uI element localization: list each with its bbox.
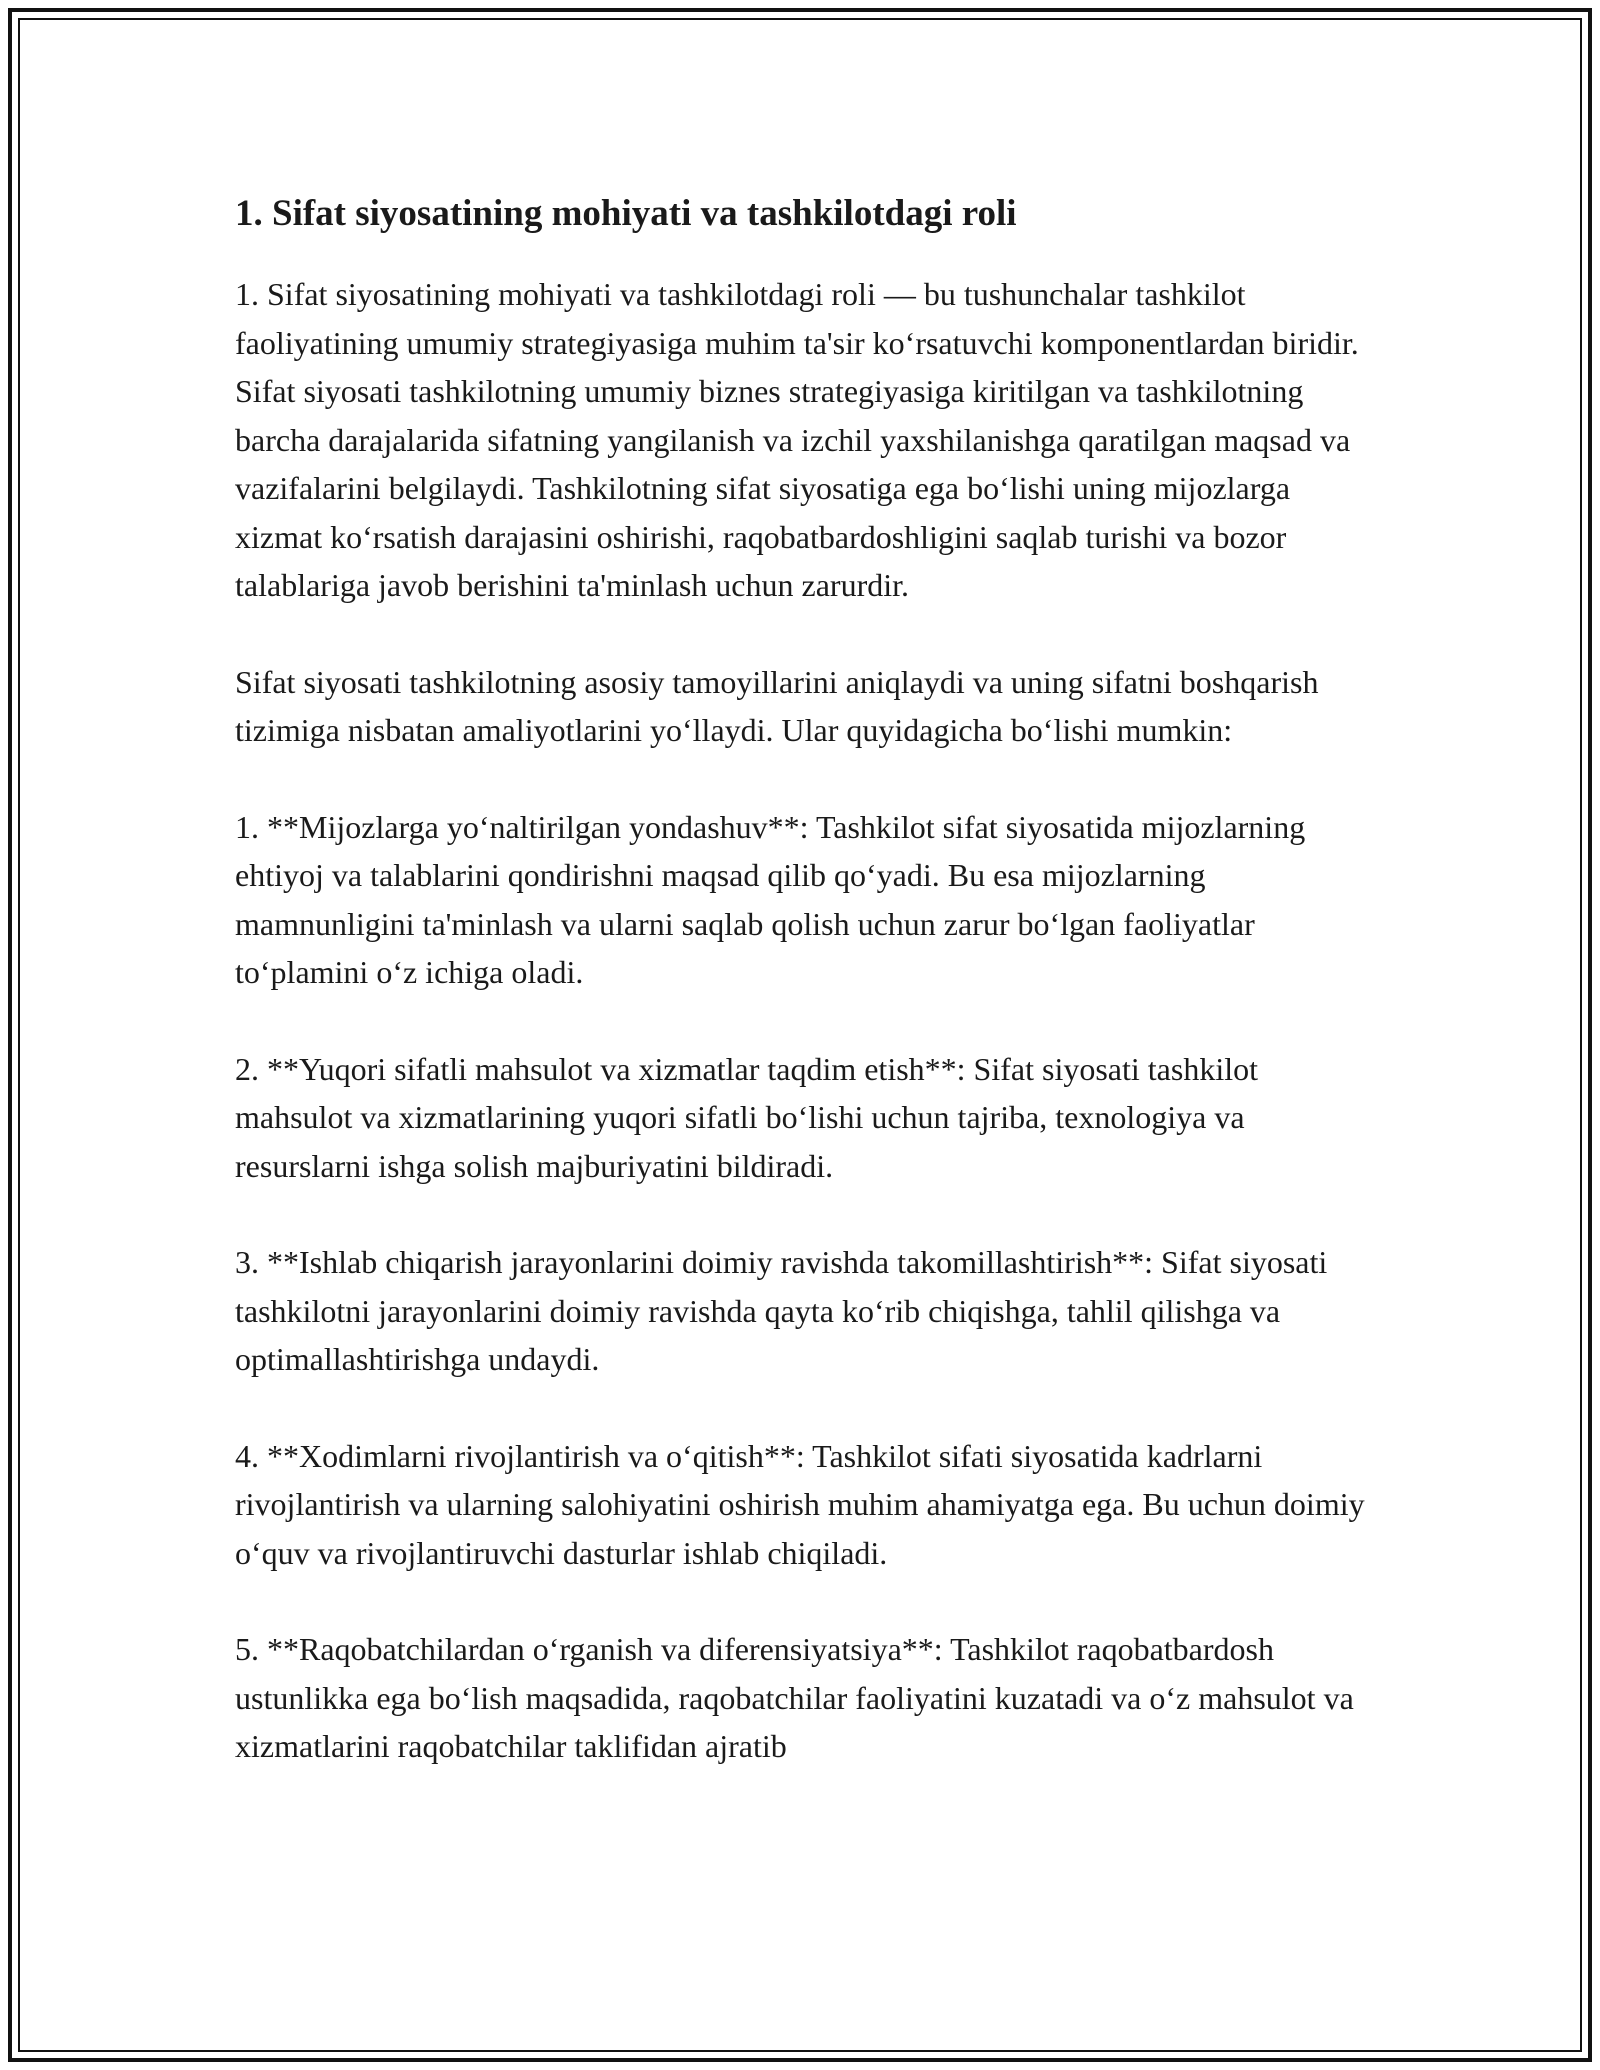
list-item-high-quality-products: 2. **Yuqori sifatli mahsulot va xizmatlar taqdim etish**: Sifat siyosati tashkilot mahsulot va xizmatlarining yuqori sifatli boʻlishi uchun tajriba, texnologiya va resurslarni ishga solish majburiyatini bildiradi. [235, 1050, 1258, 1184]
list-item-process-improvement: 3. **Ishlab chiqarish jarayonlarini doimiy ravishda takomillashtirish**: Sifat siyosati tashkilotni jarayonlarini doimiy ravishda qayta koʻrib chiqishga, tahlil qilishga va optimallashtirishga undaydi. [235, 1244, 1328, 1377]
principles-intro-paragraph: Sifat siyosati tashkilotning asosiy tamoyillarini aniqlaydi va uning sifatni boshqarish tizimiga nisbatan amaliyotlarini yoʻllaydi. Ular quyidagicha boʻlishi mumkin: [235, 663, 1319, 748]
list-item-staff-development: 4. **Xodimlarni rivojlantirish va oʻqitish**: Tashkilot sifati siyosatida kadrlarni rivojlantirish va ularning salohiyatini oshirish muhim ahamiyatga ega. Bu uchun doimiy oʻquv va rivojlantiruvchi dasturlar ishlab chiqiladi. [235, 1437, 1365, 1571]
intro-paragraph: 1. Sifat siyosatining mohiyati va tashkilotdagi roli — bu tushunchalar tashkilot faoliyatining umumiy strategiyasiga muhim ta'sir koʻrsatuvchi komponentlardan biridir. Sifat siyosati tashkilotning umumiy biznes strategiyasiga kiritilgan va tashkilotning barcha darajalarida sifatning yangilanish va izchil yaxshilanishga qaratilgan maqsad va vazifalarini belgilaydi. Tashkilotning sifat siyosatiga ega boʻlishi uning mijozlarga xizmat koʻrsatish darajasini oshirishi, raqobatbardoshligini saqlab turishi va bozor talablariga javob berishini ta'minlash uchun zarurdir. [235, 276, 1359, 603]
list-item-competitor-learning: 5. **Raqobatchilardan oʻrganish va diferensiyatsiya**: Tashkilot raqobatbardosh ustunlikka ega boʻlish maqsadida, raqobatchilar faoliyatini kuzatadi va oʻz mahsulot va xizmatlarini raqobatchilar taklifidan ajratib [235, 1631, 1354, 1764]
document-body [235, 186, 1370, 1819]
list-item-customer-focus: 1. **Mijozlarga yoʻnaltirilgan yondashuv**: Tashkilot sifat siyosatida mijozlarning ehtiyoj va talablarini qondirishni maqsad qilib qoʻyadi. Bu esa mijozlarning mamnunligini ta'minlash va ularni saqlab qolish uchun zarur boʻlgan faoliyatlar toʻplamini oʻz ichiga oladi. [235, 808, 1306, 990]
page-title: 1. Sifat siyosatining mohiyati va tashkilotdagi roli [235, 193, 1017, 234]
